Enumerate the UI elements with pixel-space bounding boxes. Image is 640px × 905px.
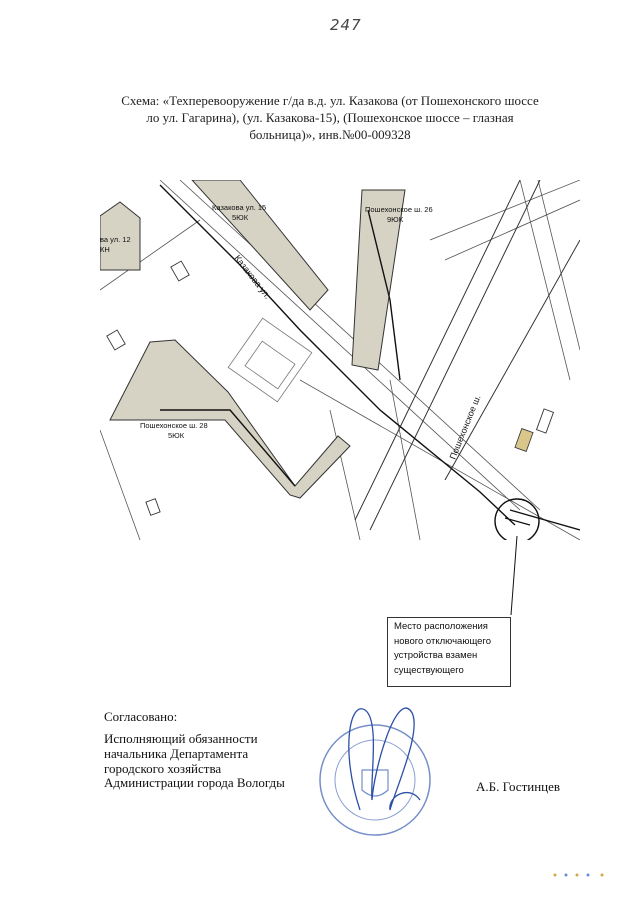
label-kazakova-15-code: 5ЮК [232,213,249,222]
footer-dots [552,872,612,878]
position-line-3: городского хозяйства [104,760,222,776]
label-kazakova-15: Казакова ул. 15 [212,203,267,212]
coat-of-arms-icon [362,770,388,796]
label-street-kazakova: Казакова ул. [232,253,273,301]
page-number: 247 [330,16,362,34]
title-line-3: больница)», инв.№00-009328 [249,127,411,142]
position-line-2: начальника Департамента [104,745,249,761]
label-kazakova-12: ва ул. 12 [100,235,131,244]
label-poshekhonskoe-26: Пошехонское ш. 26 [365,205,433,214]
position-line-1: Исполняющий обязанности [104,731,258,746]
label-poshekhonskoe-28: Пошехонское ш. 28 [140,421,208,430]
title-line-1: Схема: «Техперевооружение г/да в.д. ул. Казакова (от Пошехонского шоссе [121,93,539,108]
label-street-poshekhonskoe: Пошехонское ш. [447,393,483,461]
official-seal [300,690,450,840]
label-poshekhonskoe-26-code: 9ЮК [387,215,404,224]
callout-box [387,617,511,687]
callout-line-1: Место расположения [394,621,488,632]
signer-name: А.Б. Гостинцев [476,779,561,794]
callout-line-4: существующего [394,664,464,676]
callout-line-3: устройства взамен [394,650,478,661]
position-line-4: Администрации города Вологды [104,775,285,791]
approval-label: Согласовано: [104,709,178,724]
signatory-position [104,732,285,791]
callout-line-2: нового отключающего [394,635,491,647]
label-kazakova-12-code: КН [100,245,110,254]
title-line-2: ло ул. Гагарина), (ул. Казакова-15), (Пошехонское шоссе – глазная [146,110,514,125]
label-poshekhonskoe-28-code: 5ЮК [168,431,185,440]
